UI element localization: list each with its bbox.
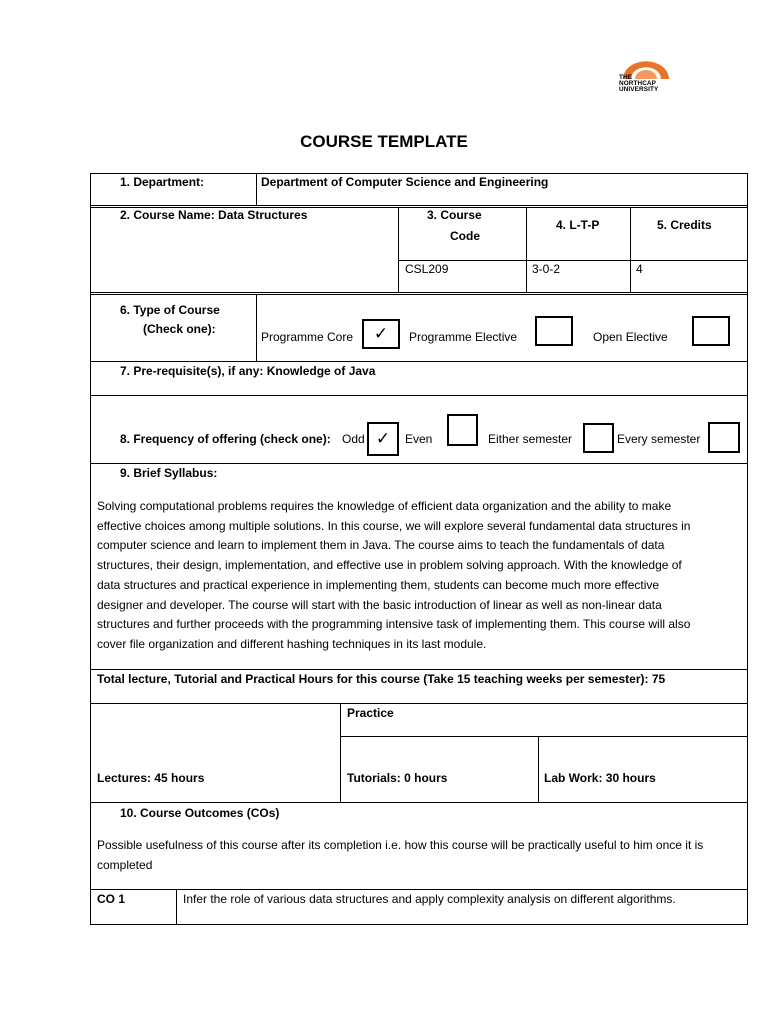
course-code-label-2: Code: [450, 229, 480, 243]
syllabus-line: structures, their design, implementation, and effective use in problem solving approach. With the knowledge of: [97, 558, 682, 573]
total-hours: Total lecture, Tutorial and Practical Hours for this course (Take 15 teaching weeks per semester): 75: [97, 672, 666, 686]
syllabus-line: effective choices among multiple solutions. In this course, we will explore several fundamental data structures in: [97, 518, 691, 533]
syllabus-line: designer and developer. The course will start with the basic introduction of linear as well as non-linear data: [97, 597, 662, 612]
checkbox-programme-core[interactable]: ✓: [362, 319, 400, 349]
course-code-value: CSL209: [405, 262, 449, 276]
option-open-elective: Open Elective: [593, 330, 668, 344]
ltp-value: 3-0-2: [532, 262, 561, 276]
syllabus-line: computer science and learn to implement them in Java. The course aims to teach the fundamentals of data: [97, 538, 665, 553]
syllabus-line: data structures and practical experience in implementing them, students can become much more effective: [97, 577, 660, 592]
course-type-label-1: 6. Type of Course: [120, 303, 220, 317]
option-every-semester: Every semester: [617, 432, 701, 446]
tutorials-hours: Tutorials: 0 hours: [347, 771, 448, 785]
option-even: Even: [405, 432, 433, 446]
prerequisites-label: 7. Pre-requisite(s), if any: Knowledge of Java: [120, 364, 376, 378]
lab-hours: Lab Work: 30 hours: [544, 771, 656, 785]
syllabus-line: cover file organization and different hashing techniques in its last module.: [97, 636, 487, 651]
course-type-label-2: (Check one):: [143, 322, 216, 336]
logo-line-1: THE: [619, 74, 633, 81]
checkbox-odd[interactable]: ✓: [367, 422, 399, 456]
outcomes-desc-line-2: completed: [97, 858, 153, 872]
department-label: 1. Department:: [120, 175, 205, 189]
department-value: Department of Computer Science and Engineering: [261, 175, 549, 189]
page-title: COURSE TEMPLATE: [300, 132, 468, 151]
outcomes-desc-line-1: Possible usefulness of this course after its completion i.e. how this course will be practically useful to him once it is: [97, 838, 704, 852]
checkbox-even[interactable]: [447, 414, 478, 446]
syllabus-text: [97, 497, 742, 655]
option-odd: Odd: [342, 432, 365, 446]
option-programme-elective: Programme Elective: [409, 330, 518, 344]
credits-value: 4: [636, 262, 643, 276]
co-text: Infer the role of various data structures and apply complexity analysis on different algorithms.: [183, 892, 676, 906]
course-name-label: 2. Course Name: Data Structures: [120, 208, 308, 222]
logo-line-3: UNIVERSITY: [619, 86, 659, 93]
syllabus-line: Solving computational problems requires the knowledge of efficient data organization and the ability to make: [97, 499, 672, 513]
lectures-hours: Lectures: 45 hours: [97, 771, 205, 785]
checkbox-programme-elective[interactable]: [535, 316, 573, 346]
frequency-label: 8. Frequency of offering (check one):: [120, 432, 331, 446]
ltp-label: 4. L-T-P: [556, 218, 600, 232]
checkbox-open-elective[interactable]: [692, 316, 730, 346]
option-either-semester: Either semester: [488, 432, 573, 446]
checkbox-every-semester[interactable]: [708, 422, 740, 453]
outcomes-label: 10. Course Outcomes (COs): [120, 806, 280, 820]
practice-header: Practice: [347, 706, 394, 720]
logo-line-2: NORTHCAP: [619, 80, 657, 87]
credits-label: 5. Credits: [657, 218, 712, 232]
option-programme-core: Programme Core: [261, 330, 354, 344]
syllabus-label: 9. Brief Syllabus:: [120, 466, 218, 480]
university-logo: [617, 60, 673, 102]
course-code-label-1: 3. Course: [427, 208, 482, 222]
checkbox-either-semester[interactable]: [583, 423, 614, 453]
co-id: CO 1: [97, 892, 126, 906]
syllabus-line: structures and further proceeds with the programming intensive task of implementing them. This course will also: [97, 617, 691, 632]
